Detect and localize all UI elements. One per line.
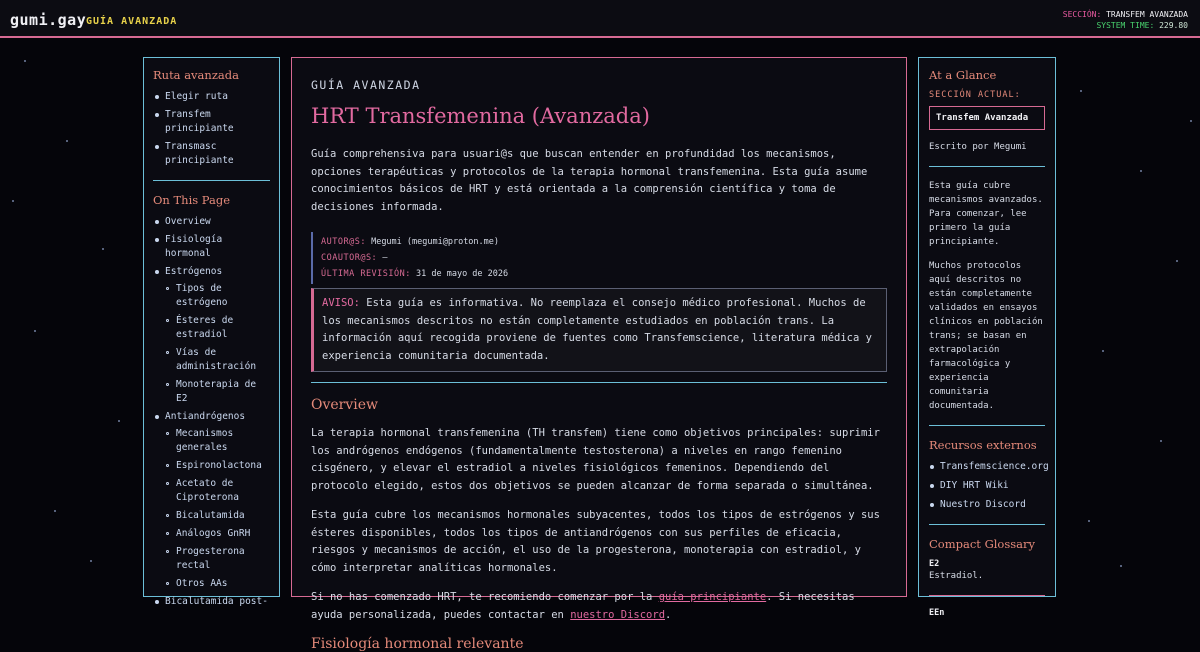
toc-subitem[interactable]: Progesterona rectal bbox=[165, 545, 270, 573]
disclaimer-notice bbox=[311, 288, 887, 372]
star bbox=[102, 248, 104, 250]
glance-description: Esta guía cubre mecanismos avanzados. Para comenzar, lee primero la guía principiante. bbox=[929, 181, 1043, 247]
page-title: HRT Transfemenina (Avanzada) bbox=[311, 104, 650, 128]
section-heading-overview: Overview bbox=[311, 397, 379, 413]
toc-item-label[interactable]: Estrógenos bbox=[165, 266, 223, 277]
right-sidebar bbox=[918, 57, 1056, 618]
author-value: Megumi (megumi@proton.me) bbox=[371, 237, 500, 247]
route-item[interactable]: Transfem principiante bbox=[153, 108, 270, 136]
toc-item bbox=[153, 410, 270, 591]
toc-subitem[interactable]: Acetato de Ciproterona bbox=[165, 477, 270, 505]
star bbox=[90, 560, 92, 562]
route-item[interactable]: Elegir ruta bbox=[153, 90, 270, 104]
toc-item[interactable]: Bicalutamida post- bbox=[153, 595, 270, 609]
divider bbox=[929, 425, 1045, 426]
article-meta bbox=[311, 232, 887, 284]
star bbox=[1088, 520, 1090, 522]
glossary-definition: Estradiol. bbox=[929, 571, 984, 581]
written-by: Escrito por Megumi bbox=[929, 142, 1027, 152]
divider bbox=[311, 382, 887, 383]
glance-title: At a Glance bbox=[929, 68, 997, 82]
site-logo[interactable]: gumi.gay bbox=[10, 11, 87, 29]
paragraph-text: . bbox=[665, 608, 672, 621]
section-heading-physiology: Fisiología hormonal relevante bbox=[311, 636, 524, 652]
intro-paragraph: Guía comprehensiva para usuari@s que buscan entender en profundidad los mecanismos, opciones terapéuticas y protocolos de la terapia hormonal transfemenina. Esta guía asume conocimientos básicos de HRT y está orientada a la comprensión científica y toma de decisiones informada. bbox=[311, 148, 868, 213]
coauthor-value: — bbox=[382, 253, 388, 263]
notice-text: Esta guía es informativa. No reemplaza el consejo médico profesional. Muchos de los mecanismos descritos no están completamente estudiados en población trans. La información aquí recogida proviene de fuentes como Transfemscience, literatura médica y experiencia comunitaria documentada. bbox=[322, 297, 872, 362]
star bbox=[118, 420, 120, 422]
toc-subitem[interactable]: Monoterapia de E2 bbox=[165, 378, 270, 406]
resources-title: Recursos externos bbox=[929, 438, 1037, 452]
system-time-key: SYSTEM TIME: bbox=[1096, 21, 1155, 30]
current-section-value: Transfem Avanzada bbox=[929, 106, 1045, 130]
toc-subitem[interactable]: Tipos de estrógeno bbox=[165, 282, 270, 310]
toc-subitem[interactable]: Bicalutamida bbox=[165, 509, 270, 523]
star bbox=[1102, 350, 1104, 352]
status-readout bbox=[1063, 9, 1188, 31]
star bbox=[1140, 170, 1142, 172]
left-sidebar bbox=[143, 57, 280, 607]
divider bbox=[929, 524, 1045, 525]
star bbox=[1190, 120, 1192, 122]
resources-list bbox=[929, 460, 1049, 512]
resource-link[interactable]: Nuestro Discord bbox=[929, 498, 1045, 512]
beginner-guide-link[interactable]: guía principiante bbox=[658, 591, 767, 603]
toc-title: On This Page bbox=[153, 193, 231, 207]
route-title: Ruta avanzada bbox=[153, 68, 239, 82]
overview-paragraph: Esta guía cubre los mecanismos hormonales subyacentes, todos los tipos de estrógenos y sus ésteres disponibles, todos los tipos de antiandrógenos con sus perfiles de eficacia, riesgos y mecanismos de acción, el uso de la progesterona, monoterapia con estradiol, y cómo interpretar analíticas hormonales. bbox=[311, 509, 880, 574]
overview-paragraph bbox=[311, 589, 887, 624]
star bbox=[54, 510, 56, 512]
notice-label: AVISO: bbox=[322, 297, 360, 309]
toc-sublist bbox=[165, 282, 270, 406]
toc-item-label[interactable]: Antiandrógenos bbox=[165, 411, 246, 422]
current-section-label: SECCIÓN ACTUAL: bbox=[929, 90, 1021, 100]
toc-item[interactable]: Fisiología hormonal bbox=[153, 233, 270, 261]
system-time-value: 229.80 bbox=[1159, 21, 1188, 30]
revision-label: ÚLTIMA REVISIÓN: bbox=[321, 269, 411, 279]
main-content bbox=[291, 57, 907, 652]
toc-item[interactable]: Overview bbox=[153, 215, 270, 229]
toc-sublist bbox=[165, 427, 270, 591]
star bbox=[12, 200, 14, 202]
divider bbox=[929, 166, 1045, 167]
glance-description: Muchos protocolos aquí descritos no están completamente validados en ensayos clínicos en población trans; se basan en extrapolación farmacológica y experiencia comunitaria documentada. bbox=[929, 261, 1043, 411]
star bbox=[1120, 565, 1122, 567]
toc-item bbox=[153, 265, 270, 406]
toc-subitem[interactable]: Vías de administración bbox=[165, 346, 270, 374]
star bbox=[24, 60, 26, 62]
paragraph-text: Si no has comenzado HRT, te recomiendo comenzar por la bbox=[311, 591, 659, 603]
star bbox=[1176, 260, 1178, 262]
glossary-term: EEn bbox=[929, 608, 945, 618]
resource-link[interactable]: Transfemscience.org bbox=[929, 460, 1045, 474]
glossary-title: Compact Glossary bbox=[929, 537, 1036, 551]
section-value: TRANSFEM AVANZADA bbox=[1106, 10, 1188, 19]
divider bbox=[929, 595, 1045, 596]
route-list bbox=[153, 90, 270, 168]
resource-link[interactable]: DIY HRT Wiki bbox=[929, 479, 1045, 493]
toc-subitem[interactable]: Otros AAs bbox=[165, 577, 270, 591]
section-key: SECCIÓN: bbox=[1062, 10, 1102, 19]
discord-link[interactable]: nuestro Discord bbox=[570, 608, 666, 621]
toc-subitem[interactable]: Análogos GnRH bbox=[165, 527, 270, 541]
divider bbox=[153, 180, 270, 181]
overview-paragraph: La terapia hormonal transfemenina (TH transfem) tiene como objetivos principales: suprimir los andrógenos endógenos (fundamentalmente testosterona) a niveles en rango femenino cisgénero, y elevar el estradiol a niveles fisiológicos femeninos. Dependiendo del protocolo elegido, estos dos objetivos se pueden alcanzar de forma separada o simultánea. bbox=[311, 427, 880, 492]
toc-subitem[interactable]: Mecanismos generales bbox=[165, 427, 270, 455]
revision-value: 31 de mayo de 2026 bbox=[416, 269, 509, 279]
paragraph-text: . Si necesitas ayuda personalizada, puedes contactar en bbox=[311, 591, 855, 621]
author-label: AUTOR@S: bbox=[321, 237, 366, 247]
top-bar bbox=[0, 0, 1200, 38]
coauthor-label: COAUTOR@S: bbox=[321, 253, 378, 263]
glossary-term: E2 bbox=[929, 559, 940, 569]
star bbox=[1080, 90, 1082, 92]
toc-subitem[interactable]: Ésteres de estradiol bbox=[165, 314, 270, 342]
star bbox=[34, 330, 36, 332]
route-item[interactable]: Transmasc principiante bbox=[153, 140, 270, 168]
star bbox=[66, 140, 68, 142]
toc-list bbox=[153, 215, 270, 609]
star bbox=[1160, 440, 1162, 442]
page-eyebrow: GUÍA AVANZADA bbox=[311, 78, 421, 92]
toc-subitem[interactable]: Espironolactona bbox=[165, 459, 270, 473]
section-tag: GUÍA AVANZADA bbox=[86, 16, 178, 27]
